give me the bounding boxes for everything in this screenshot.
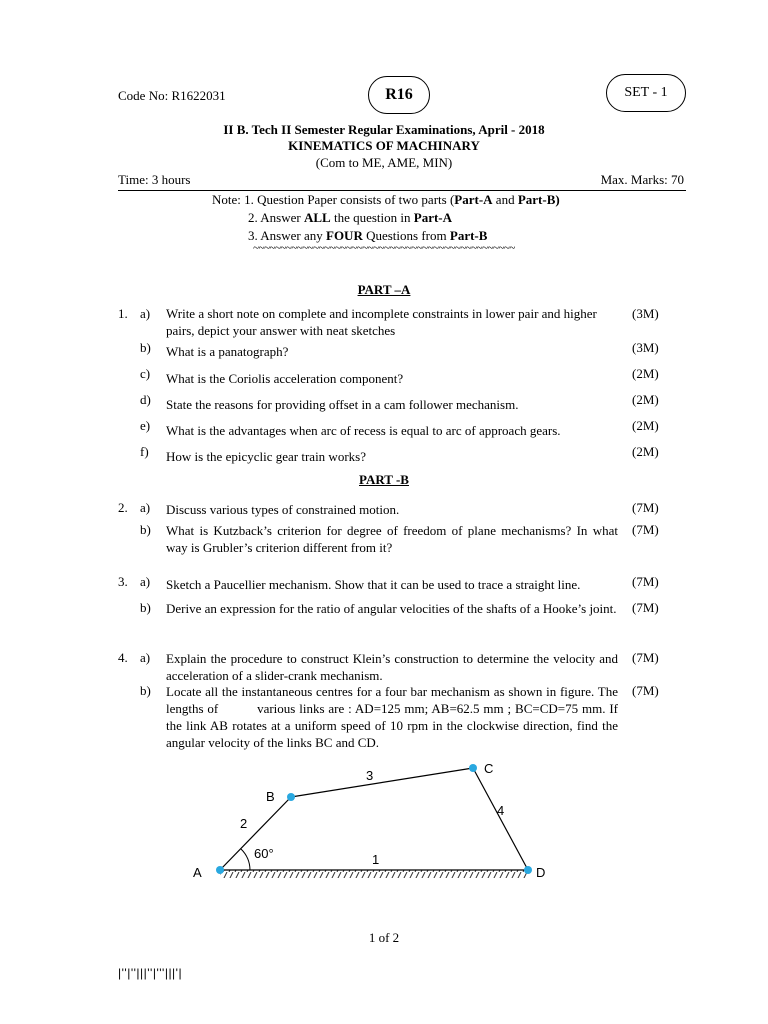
regulation-text: R16	[385, 86, 413, 103]
question-3-number: 3.	[118, 574, 128, 589]
note-2-part-a: Part-A	[413, 210, 453, 225]
q4b-marks: (7M)	[632, 683, 659, 698]
q1e-marks: (2M)	[632, 418, 659, 433]
exam-title: II B. Tech II Semester Regular Examinations, April - 2018	[223, 122, 545, 137]
q1a-label: a)	[140, 306, 151, 321]
q4a-label: a)	[140, 650, 151, 665]
q3a-label: a)	[140, 574, 151, 589]
label-point-d: D	[536, 865, 546, 880]
barcode-text: |''|''|||''|'''|||'|	[118, 966, 183, 980]
label-point-a: A	[193, 865, 202, 880]
set-text: SET - 1	[624, 85, 668, 100]
q1d-marks: (2M)	[632, 392, 659, 407]
q3b-text: Derive an expression for the ratio of angular velocities of the shafts of a Hooke’s joint.	[166, 601, 617, 616]
code-number: Code No: R1622031	[118, 88, 226, 103]
exam-time: Time: 3 hours	[118, 172, 191, 187]
q1f-marks: (2M)	[632, 444, 659, 459]
joint-b	[287, 793, 295, 801]
note-3-four: FOUR	[326, 228, 363, 243]
note-2-all: ALL	[303, 210, 331, 225]
note-separator: ~~~~~~~~~~~~~~~~~~~~~~~~~~~~~~~~~~~~~~~~~~~~~~~~	[253, 242, 515, 254]
part-b-heading: PART -B	[359, 472, 409, 487]
q2b-label: b)	[140, 522, 151, 537]
q1c-marks: (2M)	[632, 366, 659, 381]
note-2-mid: the question in	[330, 210, 414, 225]
part-a-heading: PART –A	[357, 282, 411, 297]
q3a-text: Sketch a Paucellier mechanism. Show that it can be used to trace a straight line.	[166, 577, 581, 592]
q4b-text: Locate all the instantaneous centres for a four bar mechanism as shown in figure. The lengths of various links are : AD=125 mm; AB=62.5 mm ; BC=CD=75 mm. If the link AB rotates at a uniform speed of 10 rpm in the clockwise direction, find the angular velocity of the links BC and CD.	[166, 684, 622, 750]
q1c-text: What is the Coriolis acceleration component?	[166, 371, 404, 386]
q1f-label: f)	[140, 444, 149, 459]
q1b-text: What is a panatograph?	[166, 344, 289, 359]
q2a-label: a)	[140, 500, 151, 515]
q1e-label: e)	[140, 418, 151, 433]
label-point-c: C	[484, 761, 494, 776]
q1f-text: How is the epicyclic gear train works?	[166, 449, 366, 464]
q1b-label: b)	[140, 340, 151, 355]
q1d-label: d)	[140, 392, 151, 407]
note-3-mid: Questions from	[362, 228, 450, 243]
q3a-marks: (7M)	[632, 574, 659, 589]
label-angle: 60°	[254, 846, 274, 861]
note-1-part-a: Part-A	[454, 192, 493, 207]
note-2-text: 2. Answer	[248, 210, 304, 225]
q2b-text: What is Kutzback’s criterion for degree of freedom of plane mechanisms? In what way is Grubler’s criterion different from it?	[166, 523, 618, 555]
label-link-4: 4	[497, 803, 505, 818]
branches: (Com to ME, AME, MIN)	[315, 155, 453, 170]
label-link-2: 2	[240, 816, 248, 831]
label-point-b: B	[266, 789, 275, 804]
link-3-coupler	[291, 768, 473, 797]
q2b-marks: (7M)	[632, 522, 659, 537]
question-1-number: 1.	[118, 306, 128, 321]
q4a-text: Explain the procedure to construct Klein’s construction to determine the velocity and acceleration of a slider-crank mechanism.	[166, 651, 618, 683]
q1d-text: State the reasons for providing offset in a cam follower mechanism.	[166, 397, 519, 412]
q1c-label: c)	[140, 366, 151, 381]
note-3-text: 3. Answer any	[248, 228, 326, 243]
joint-a	[216, 866, 224, 874]
ground-hatching	[220, 870, 528, 878]
max-marks: Max. Marks: 70	[600, 172, 684, 187]
q3b-label: b)	[140, 600, 151, 615]
angle-arc	[241, 849, 250, 870]
note-1-text: Note: 1. Question Paper consists of two parts (	[212, 192, 455, 207]
q2a-marks: (7M)	[632, 500, 659, 515]
note-1-part-b: Part-B)	[517, 192, 560, 207]
question-4-number: 4.	[118, 650, 128, 665]
q1b-marks: (3M)	[632, 340, 659, 355]
note-1-and: and	[492, 192, 518, 207]
question-2-number: 2.	[118, 500, 128, 515]
label-link-3: 3	[366, 768, 374, 783]
page-number: 1 of 2	[368, 930, 400, 945]
q4b-label: b)	[140, 683, 151, 698]
label-link-1: 1	[372, 852, 380, 867]
q1a-marks: (3M)	[632, 306, 659, 321]
q1e-text: What is the advantages when arc of recess is equal to arc of approach gears.	[166, 423, 561, 438]
subject-title: KINEMATICS OF MACHINARY	[288, 138, 480, 153]
link-4-rocker	[473, 768, 528, 870]
joint-d	[524, 866, 532, 874]
joint-c	[469, 764, 477, 772]
q1a-text: Write a short note on complete and incomplete constraints in lower pair and higher pairs, depict your answer with neat sketches	[166, 306, 597, 338]
q2a-text: Discuss various types of constrained motion.	[166, 502, 400, 517]
q4a-marks: (7M)	[632, 650, 659, 665]
note-3-part-b: Part-B	[449, 228, 488, 243]
q3b-marks: (7M)	[632, 600, 659, 615]
